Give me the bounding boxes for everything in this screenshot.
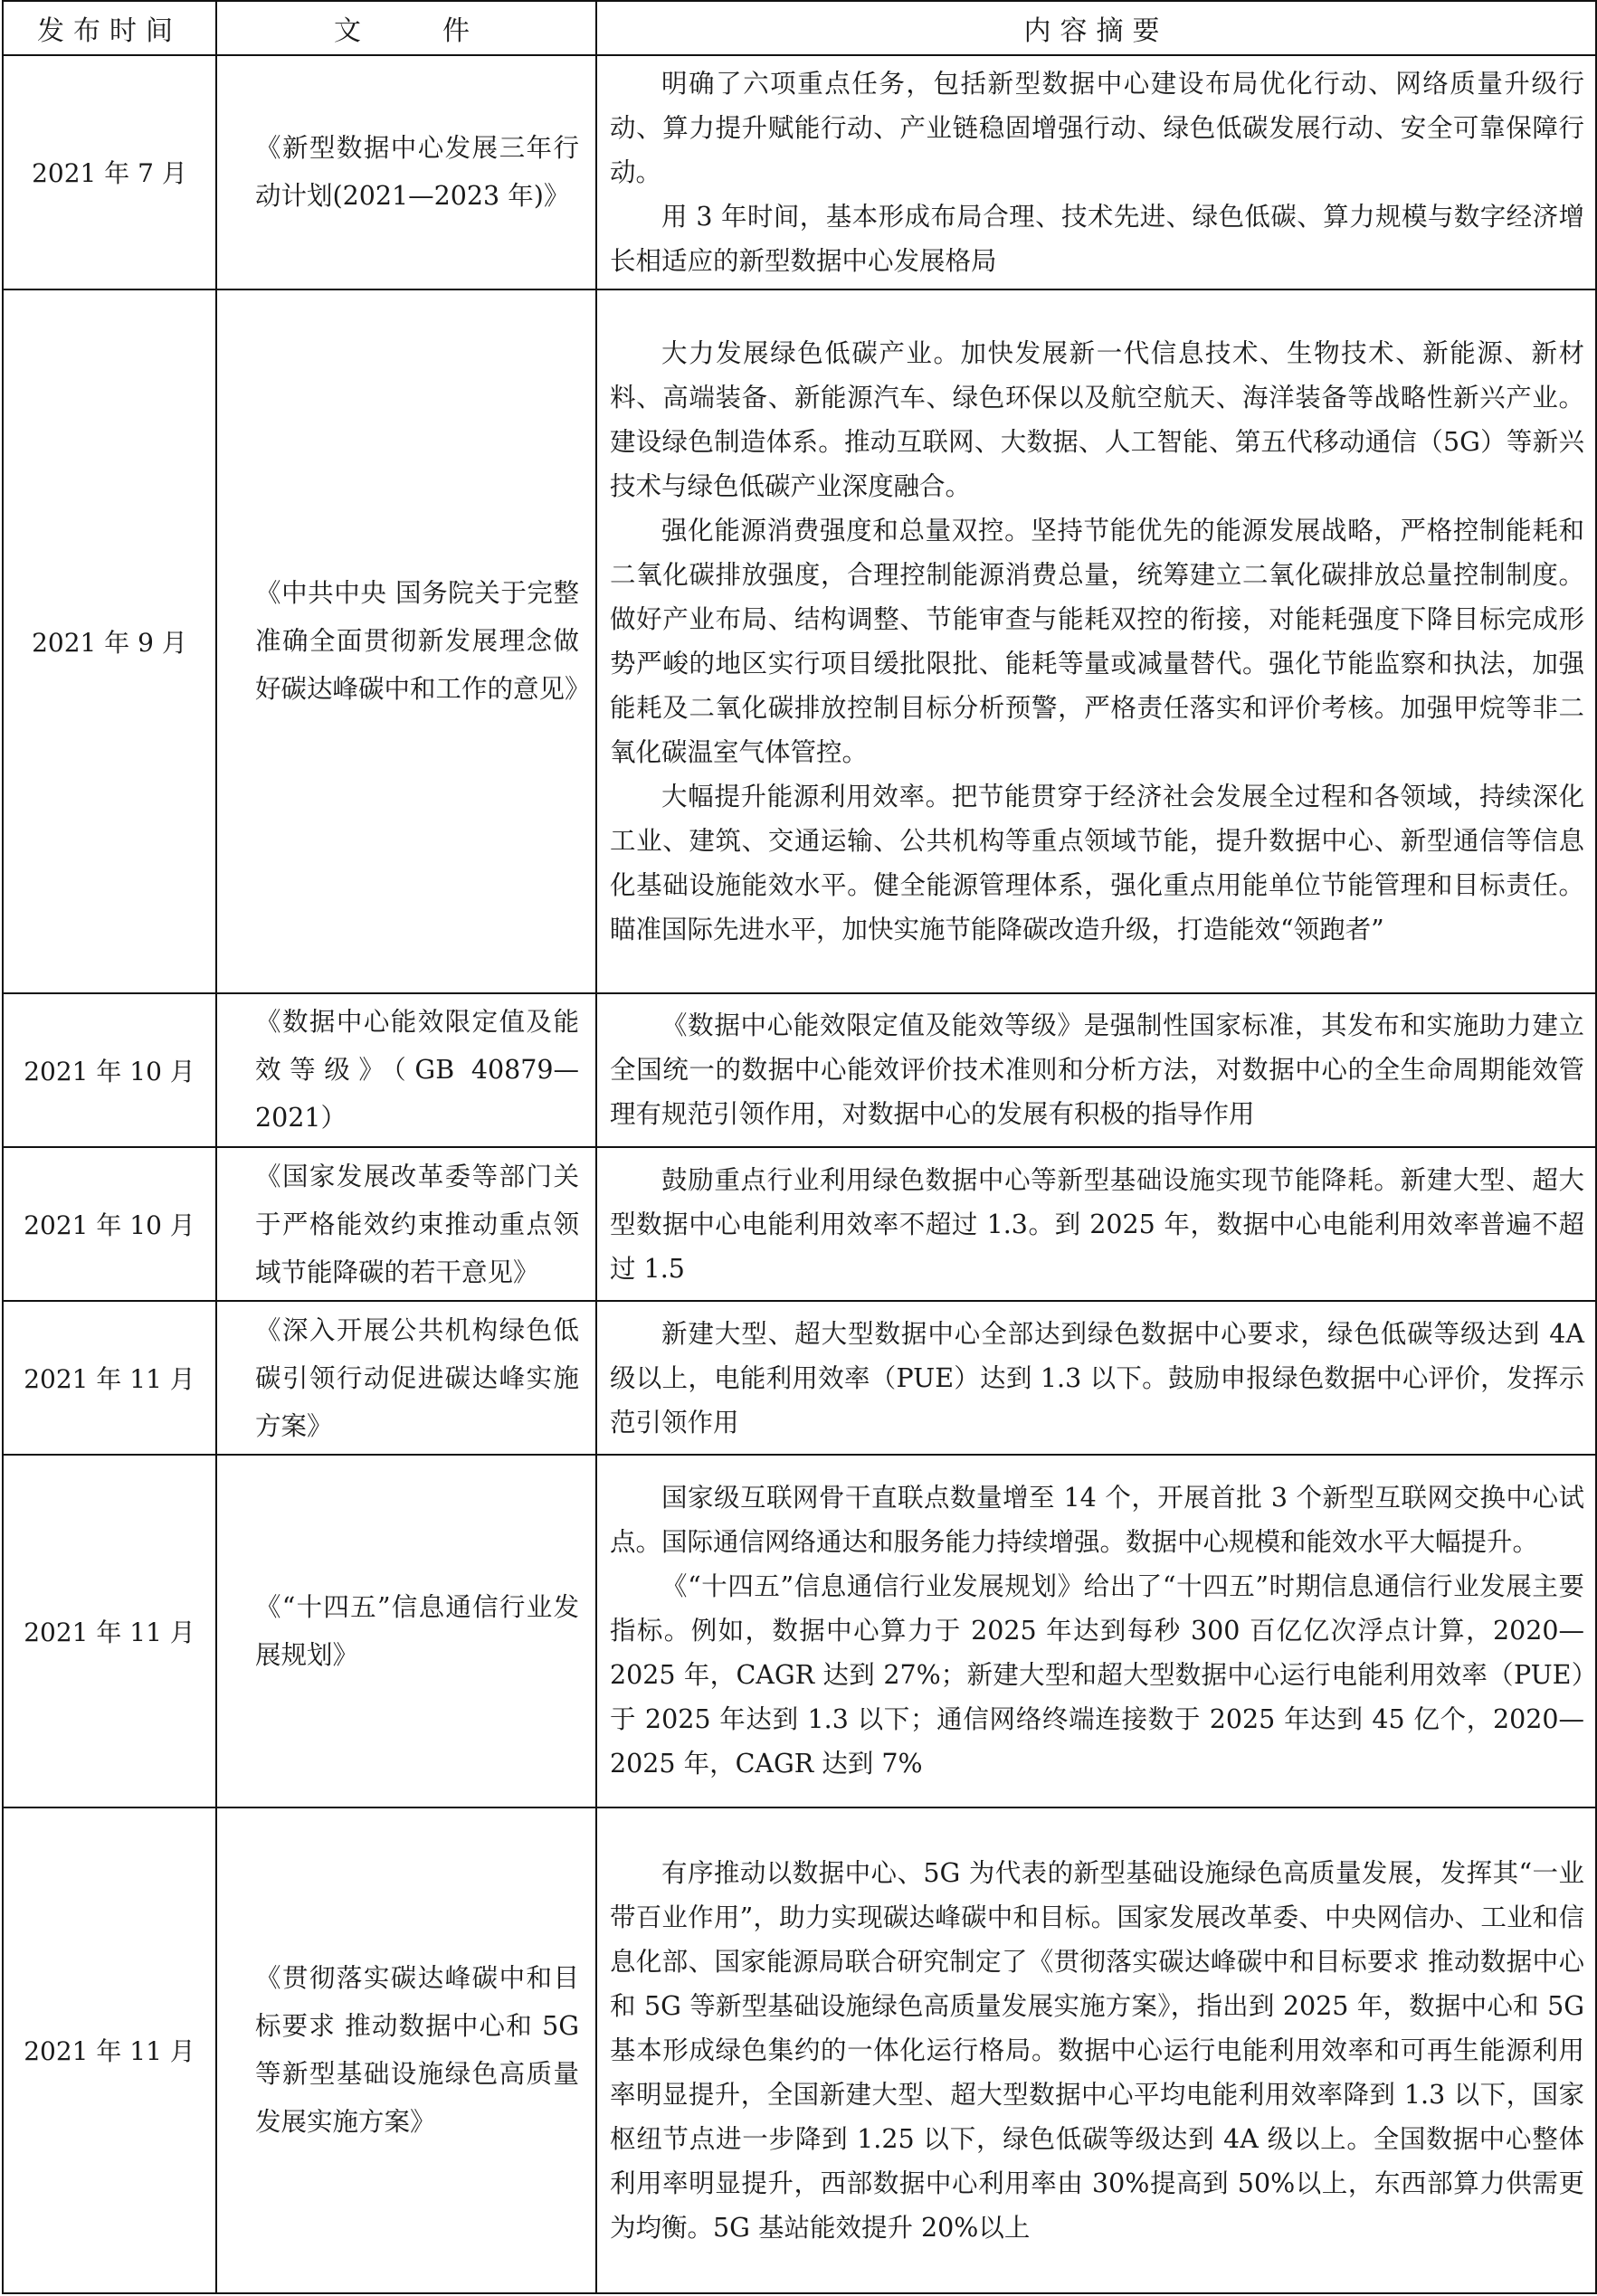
content-summary (596, 1147, 1596, 1301)
release-date: 2021 年 10 月 (3, 1147, 216, 1301)
summary-paragraph: 强化能源消费强度和总量双控。坚持节能优先的能源发展战略，严格控制能耗和二氧化碳排放强度，合理控制能源消费总量，统筹建立二氧化碳排放总量控制制度。做好产业布局、结构调整、节能审查与能耗双控的衔接，对能耗强度下降目标完成形势严峻的地区实行项目缓批限批、能耗等量或减量替代。强化节能监察和执法，加强能耗及二氧化碳排放控制目标分析预警，严格责任落实和评价考核。加强甲烷等非二氧化碳温室气体管控。 (610, 515, 1584, 767)
table-row (3, 1807, 1596, 2293)
document-title: 《新型数据中心发展三年行动计划(2021—2023 年)》 (216, 55, 596, 289)
release-date: 2021 年 10 月 (3, 993, 216, 1147)
table-row (3, 1455, 1596, 1807)
content-summary (596, 1807, 1596, 2293)
content-summary (596, 993, 1596, 1147)
document-title: 《中共中央 国务院关于完整准确全面贯彻新发展理念做好碳达峰碳中和工作的意见》 (216, 289, 596, 993)
summary-paragraph: 有序推动以数据中心、5G 为代表的新型基础设施绿色高质量发展，发挥其“一业带百业作用”，助力实现碳达峰碳中和目标。国家发展改革委、中央网信办、工业和信息化部、国家能源局联合研究制定了《贯彻落实碳达峰碳中和目标要求 推动数据中心和 5G 等新型基础设施绿色高质量发展实施方案》，指出到 2025 年，数据中心和 5G 基本形成绿色集约的一体化运行格局。数据中心运行电能利用效率和可再生能源利用率明显提升，全国新建大型、超大型数据中心平均电能利用效率降到 1.3 以下，国家枢纽节点进一步降到 1.25 以下，绿色低碳等级达到 4A 级以上。全国数据中心整体利用率明显提升，西部数据中心利用率由 30%提高到 50%以上，东西部算力供需更为均衡。5G 基站能效提升 20%以上 (610, 1857, 1584, 2243)
summary-paragraph: 大幅提升能源利用效率。把节能贯穿于经济社会发展全过程和各领域，持续深化工业、建筑、交通运输、公共机构等重点领域节能，提升数据中心、新型通信等信息化基础设施能效水平。健全能源管理体系，强化重点用能单位节能管理和目标责任。瞄准国际先进水平，加快实施节能降碳改造升级，打造能效“领跑者” (610, 781, 1584, 944)
table-row (3, 289, 1596, 993)
summary-paragraph: 鼓励重点行业利用绿色数据中心等新型基础设施实现节能降耗。新建大型、超大型数据中心电能利用效率不超过 1.3。到 2025 年，数据中心电能利用效率普遍不超过 1.5 (610, 1164, 1584, 1284)
summary-paragraph: 明确了六项重点任务，包括新型数据中心建设布局优化行动、网络质量升级行动、算力提升赋能行动、产业链稳固增强行动、绿色低碳发展行动、安全可靠保障行动。 (610, 68, 1584, 187)
table-row (3, 993, 1596, 1147)
header-document: 文 件 (216, 1, 596, 55)
content-summary (596, 55, 1596, 289)
table-header-row (3, 1, 1596, 55)
content-summary (596, 289, 1596, 993)
summary-paragraph: 用 3 年时间，基本形成布局合理、技术先进、绿色低碳、算力规模与数字经济增长相适应的新型数据中心发展格局 (610, 201, 1584, 276)
header-summary: 内容摘要 (596, 1, 1596, 55)
table-row (3, 55, 1596, 289)
content-summary (596, 1301, 1596, 1454)
release-date: 2021 年 11 月 (3, 1807, 216, 2293)
document-title: 《“十四五”信息通信行业发展规划》 (216, 1455, 596, 1807)
header-release-date: 发布时间 (3, 1, 216, 55)
release-date: 2021 年 9 月 (3, 289, 216, 993)
document-title: 《深入开展公共机构绿色低碳引领行动促进碳达峰实施方案》 (216, 1301, 596, 1454)
release-date: 2021 年 7 月 (3, 55, 216, 289)
summary-paragraph: 新建大型、超大型数据中心全部达到绿色数据中心要求，绿色低碳等级达到 4A 级以上，电能利用效率（PUE）达到 1.3 以下。鼓励申报绿色数据中心评价，发挥示范引领作用 (610, 1318, 1584, 1437)
release-date: 2021 年 11 月 (3, 1455, 216, 1807)
summary-paragraph: 国家级互联网骨干直联点数量增至 14 个，开展首批 3 个新型互联网交换中心试点。国际通信网络通达和服务能力持续增强。数据中心规模和能效水平大幅提升。 (610, 1483, 1584, 1558)
summary-paragraph: 《数据中心能效限定值及能效等级》是强制性国家标准，其发布和实施助力建立全国统一的数据中心能效评价技术准则和分析方法，对数据中心的全生命周期能效管理有规范引领作用，对数据中心的发展有积极的指导作用 (610, 1010, 1584, 1130)
document-title: 《贯彻落实碳达峰碳中和目标要求 推动数据中心和 5G 等新型基础设施绿色高质量发展实施方案》 (216, 1807, 596, 2293)
document-title: 《数据中心能效限定值及能效等级》（GB 40879—2021） (216, 993, 596, 1147)
policy-table (2, 0, 1597, 2294)
summary-paragraph: 《“十四五”信息通信行业发展规划》给出了“十四五”时期信息通信行业发展主要指标。例如，数据中心算力于 2025 年达到每秒 300 百亿亿次浮点计算，2020—2025 年，CAGR 达到 27%；新建大型和超大型数据中心运行电能利用效率（PUE）于 2025 年达到 1.3 以下；通信网络终端连接数于 2025 年达到 45 亿个，2020—2025 年，CAGR 达到 7% (610, 1571, 1584, 1779)
document-title: 《国家发展改革委等部门关于严格能效约束推动重点领域节能降碳的若干意见》 (216, 1147, 596, 1301)
table-row (3, 1301, 1596, 1454)
content-summary (596, 1455, 1596, 1807)
release-date: 2021 年 11 月 (3, 1301, 216, 1454)
table-row (3, 1147, 1596, 1301)
summary-paragraph: 大力发展绿色低碳产业。加快发展新一代信息技术、生物技术、新能源、新材料、高端装备、新能源汽车、绿色环保以及航空航天、海洋装备等战略性新兴产业。建设绿色制造体系。推动互联网、大数据、人工智能、第五代移动通信（5G）等新兴技术与绿色低碳产业深度融合。 (610, 337, 1584, 501)
